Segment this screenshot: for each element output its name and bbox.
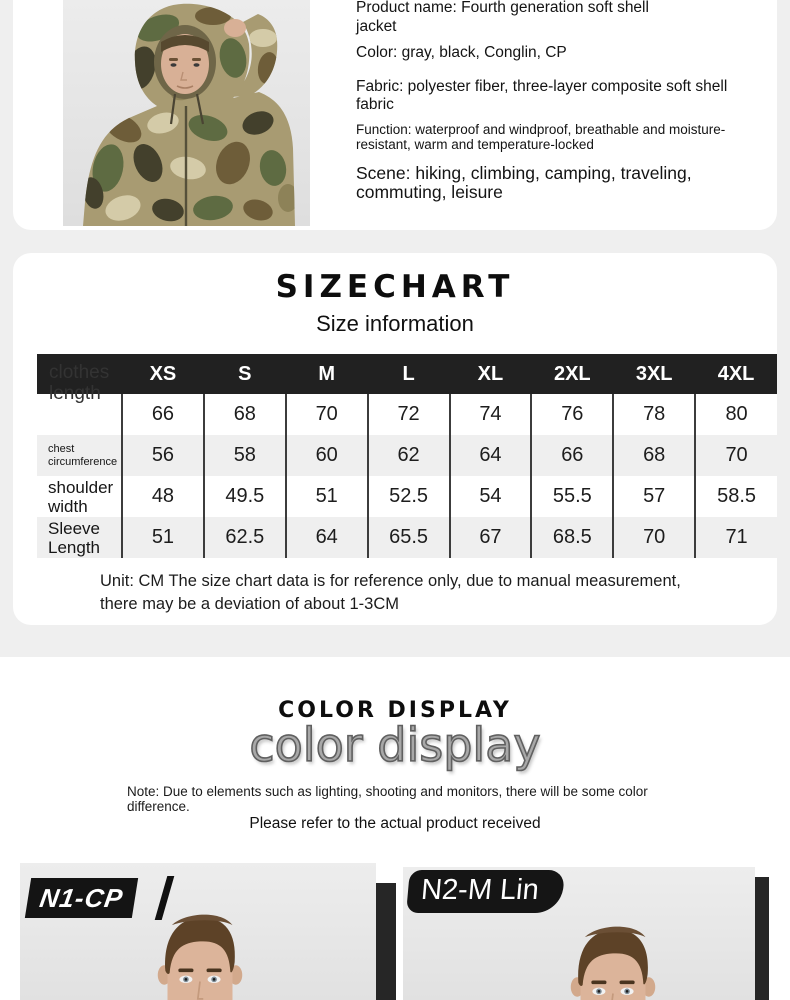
size-table-head-row <box>37 354 777 394</box>
size-table-row <box>37 394 777 435</box>
size-cell: 80 <box>695 394 777 435</box>
product-color-line: Color: gray, black, Conglin, CP <box>356 44 567 61</box>
variant-badge-n1-cp: N1-CP <box>25 878 138 918</box>
size-col-header: 2XL <box>553 362 591 385</box>
size-cell: 62.5 <box>204 517 286 558</box>
product-summary-card <box>13 0 777 230</box>
size-cell: 72 <box>368 394 450 435</box>
camo-jacket-illustration <box>63 0 310 226</box>
size-col-header: XL <box>477 362 504 385</box>
size-cell: 66 <box>531 435 613 476</box>
size-cell: 70 <box>286 394 368 435</box>
size-cell: 52.5 <box>368 476 450 517</box>
size-cell: 67 <box>450 517 532 558</box>
size-col-header: 3XL <box>635 362 673 385</box>
variant-card-n2-m-lin <box>403 867 769 1000</box>
size-col-header: 4XL <box>717 362 755 385</box>
size-cell: 65.5 <box>368 517 450 558</box>
size-cell: 60 <box>286 435 368 476</box>
size-cell: 64 <box>286 517 368 558</box>
size-table <box>37 354 777 558</box>
variant-side-strip <box>755 877 769 1000</box>
size-cell: 58.5 <box>695 476 777 517</box>
size-row-label: Sleeve Length <box>48 518 100 557</box>
size-cell: 70 <box>613 517 695 558</box>
size-table-row <box>37 435 777 476</box>
size-cell: 62 <box>368 435 450 476</box>
variant-badge-n2-m-lin: N2-M Lin <box>406 870 564 913</box>
size-cell: 78 <box>613 394 695 435</box>
size-chart-card <box>13 253 777 625</box>
size-cell: 74 <box>450 394 532 435</box>
size-cell: 68 <box>204 394 286 435</box>
size-cell: 55.5 <box>531 476 613 517</box>
color-display-note: Note: Due to elements such as lighting, shooting and monitors, there will be some color difference. <box>127 784 648 814</box>
model-face-illustration <box>135 907 265 1000</box>
size-chart-title: SIZECHART <box>275 269 515 305</box>
product-function-line: Function: waterproof and windproof, breathable and moisture-resistant, warm and temperature-locked <box>356 122 726 152</box>
size-table-row <box>37 517 777 558</box>
size-cell: 56 <box>122 435 204 476</box>
size-cell: 68 <box>613 435 695 476</box>
variant-card-n1-cp <box>20 863 396 1000</box>
size-cell: 48 <box>122 476 204 517</box>
size-cell: 58 <box>204 435 286 476</box>
size-cell: 70 <box>695 435 777 476</box>
size-cell: 57 <box>613 476 695 517</box>
product-fabric-line: Fabric: polyester fiber, three-layer composite soft shell fabric <box>356 78 728 113</box>
size-cell: 68.5 <box>531 517 613 558</box>
size-cell: 76 <box>531 394 613 435</box>
variant-side-strip <box>376 883 396 1000</box>
size-unit-note: Unit: CM The size chart data is for reference only, due to manual measurement, there may be a deviation of about 1-3CM <box>100 572 681 613</box>
size-cell: 71 <box>695 517 777 558</box>
product-photo <box>63 0 310 226</box>
size-table-body <box>37 394 777 558</box>
color-display-section <box>0 657 790 863</box>
product-details <box>356 0 776 202</box>
size-cell: 51 <box>286 476 368 517</box>
color-display-subtitle: color display <box>249 718 541 772</box>
size-cell: 64 <box>450 435 532 476</box>
size-row-label: chest circumference <box>48 442 118 468</box>
size-col-header: M <box>318 362 336 385</box>
product-name-line: Product name: Fourth generation soft shell jacket <box>356 0 649 35</box>
color-display-refer: Please refer to the actual product received <box>249 815 541 832</box>
size-row-label-clothes-length: clothes length <box>49 362 110 404</box>
size-cell: 49.5 <box>204 476 286 517</box>
size-col-header: L <box>402 362 415 385</box>
color-display-title: COLOR DISPLAY <box>278 698 512 723</box>
size-cell: 51 <box>122 517 204 558</box>
product-scene-line: Scene: hiking, climbing, camping, traveling, commuting, leisure <box>356 163 692 202</box>
size-chart-subtitle: Size information <box>316 311 474 336</box>
size-cell: 54 <box>450 476 532 517</box>
size-col-header: XS <box>149 362 177 385</box>
size-table-row <box>37 476 777 517</box>
size-row-label: shoulder width <box>48 477 114 516</box>
size-col-header: S <box>238 362 252 385</box>
size-cell: 66 <box>122 394 204 435</box>
size-table-corner-cell <box>37 354 122 404</box>
model-face-illustration <box>548 919 678 1000</box>
